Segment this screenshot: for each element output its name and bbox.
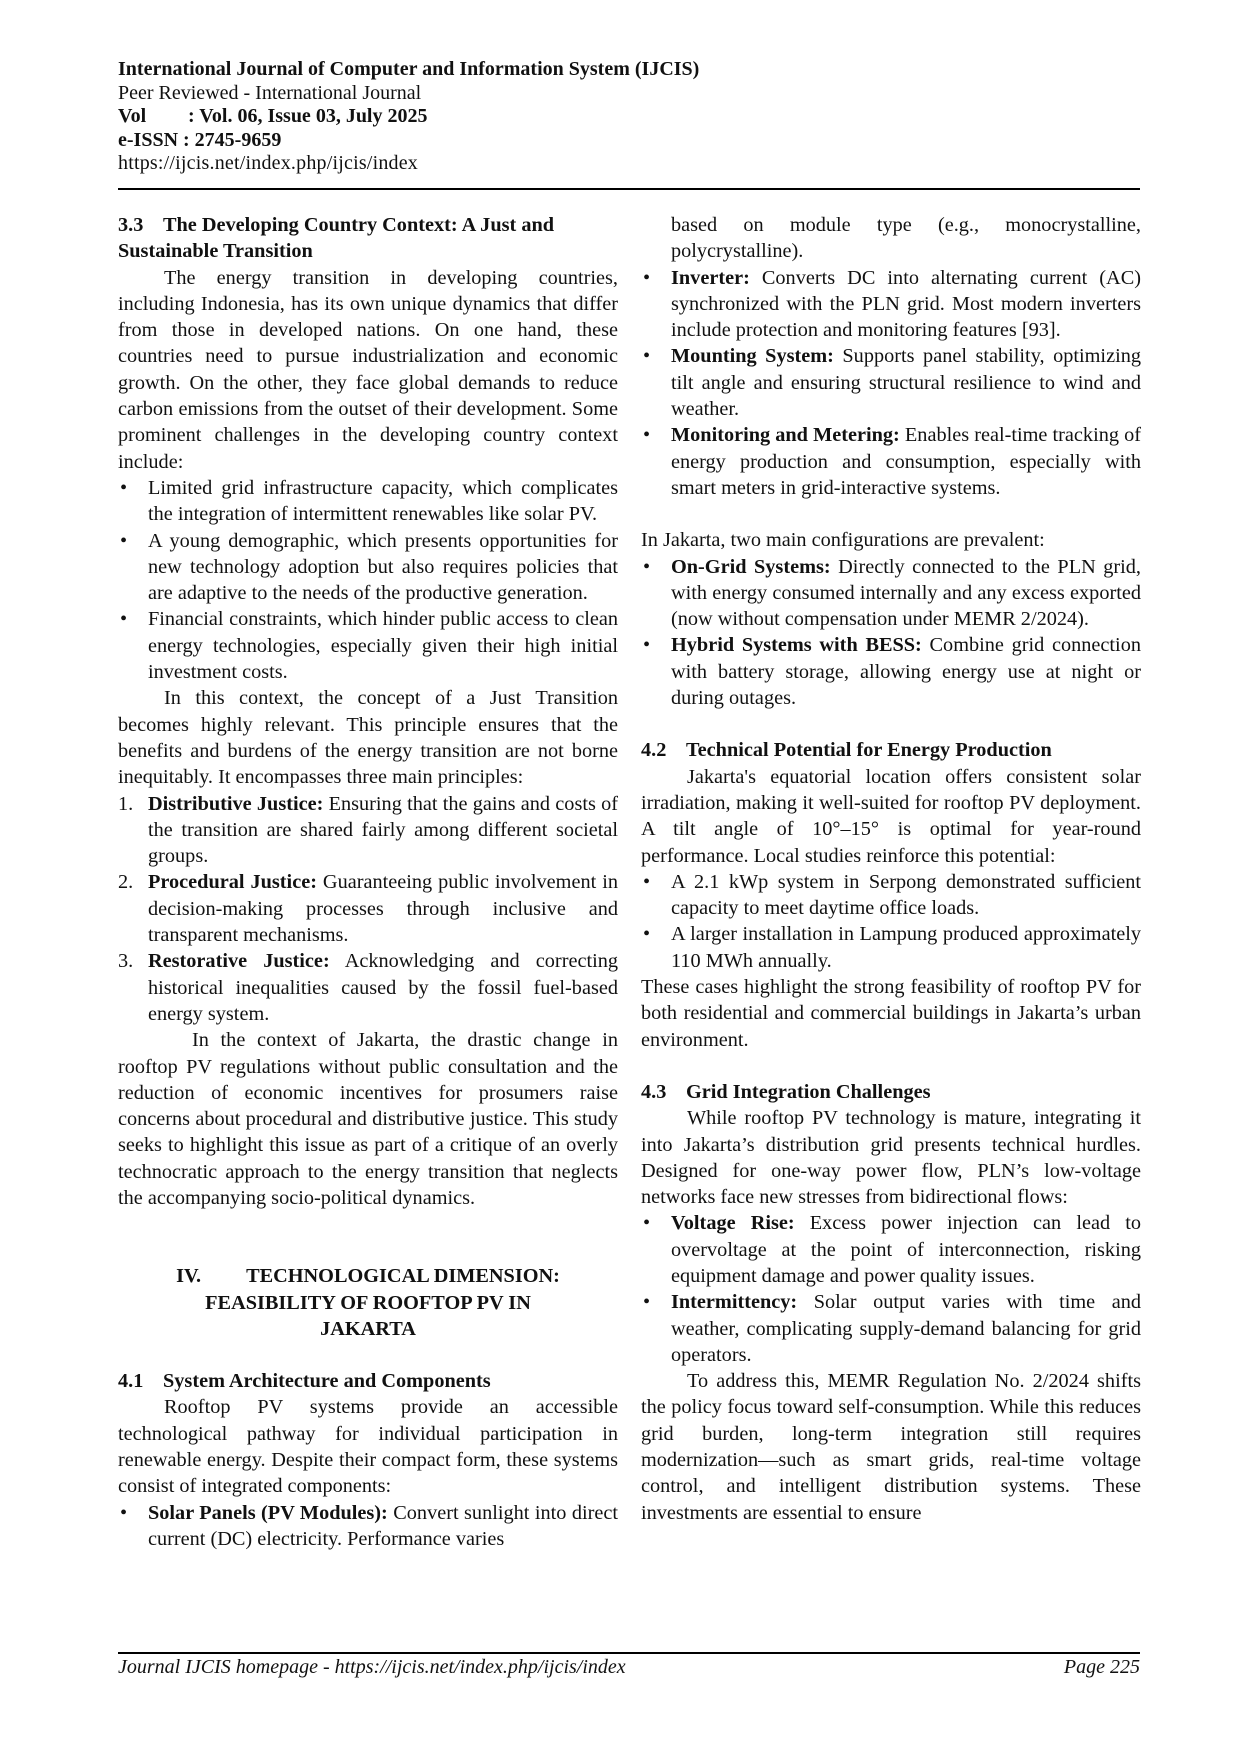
config-text: Combine grid connection with battery storage, allowing energy use at night or during outages. — [671, 634, 1141, 710]
section-4-3-heading — [641, 1079, 1141, 1105]
bullet-icon: • — [643, 345, 651, 368]
list-item — [641, 632, 1141, 711]
list-item — [118, 1500, 618, 1553]
list-item-text: Financial constraints, which hinder public access to clean energy technologies, especially given their high initial investment costs. — [148, 608, 618, 684]
section-4-1-heading — [118, 1368, 618, 1394]
list-item-text: Limited grid infrastructure capacity, which complicates the integration of intermittent renewables like solar PV. — [148, 476, 618, 526]
list-number: 2. — [118, 871, 134, 894]
bullet-icon: • — [643, 266, 651, 289]
challenges-list — [118, 475, 618, 685]
components-list-continued — [641, 212, 1141, 501]
list-item-text: A 2.1 kWp system in Serpong demonstrated sufficient capacity to meet daytime office loads. — [671, 870, 1141, 920]
list-item — [118, 948, 618, 1027]
principle-title: Restorative Justice: — [148, 950, 330, 973]
section-number: 4.1 — [118, 1370, 144, 1393]
section-3-3-heading — [118, 212, 618, 265]
section-title: Technical Potential for Energy Production — [686, 739, 1052, 762]
principle-text: Ensuring that the gains and costs of the transition are shared fairly among different societal groups. — [148, 792, 618, 868]
section-title: Grid Integration Challenges — [686, 1080, 931, 1103]
principles-list — [118, 791, 618, 1028]
bullet-icon: • — [120, 476, 128, 499]
section-title-line: FEASIBILITY OF ROOFTOP PV IN — [205, 1291, 531, 1314]
section-number: IV. — [176, 1265, 202, 1288]
right-column — [641, 212, 1141, 1526]
left-column — [118, 212, 618, 1552]
component-text: Convert sunlight into direct current (DC) electricity. Performance varies — [148, 1501, 619, 1550]
eissn: e-ISSN : 2745-9659 — [118, 128, 282, 151]
bullet-icon: • — [643, 555, 651, 578]
section-title: System Architecture and Components — [163, 1370, 491, 1393]
challenge-title: Voltage Rise: — [671, 1212, 795, 1235]
list-item-text: A young demographic, which presents opportunities for new technology adoption but also requires policies that are adaptive to the needs of the productive generation. — [148, 529, 618, 605]
list-item — [641, 1210, 1141, 1289]
footer-rule — [118, 1652, 1140, 1654]
volume-line — [118, 105, 1118, 129]
section-number: 3.3 — [118, 214, 144, 236]
section-number: 4.3 — [641, 1080, 667, 1103]
component-title: Solar Panels (PV Modules): — [148, 1501, 388, 1524]
principle-title: Procedural Justice: — [148, 871, 317, 894]
studies-list — [641, 869, 1141, 974]
bullet-icon: • — [643, 1212, 651, 1235]
peer-review-label: Peer Reviewed - International Journal — [118, 81, 422, 104]
challenge-text: Solar output varies with time and weather, complicating supply-demand balancing for grid operators. — [671, 1291, 1141, 1366]
list-item — [118, 791, 618, 870]
list-item — [118, 606, 618, 685]
page-footer — [118, 1656, 1140, 1679]
paragraph: To address this, MEMR Regulation No. 2/2024 shifts the policy focus toward self-consumption. While this reduces grid burden, long-term integration still requires modernization—such as smart grids, real-time voltage control, and intelligent distribution systems. These investments are essential to ensure — [641, 1370, 1141, 1524]
bullet-icon: • — [643, 424, 651, 447]
principle-text: Acknowledging and correcting historical inequalities caused by the fossil fuel-based energy system. — [148, 950, 618, 1025]
paragraph: In this context, the concept of a Just Transition becomes highly relevant. This principle ensures that the benefits and burdens of the energy transition are not borne inequitably. It encompasses three main principles: — [118, 687, 618, 789]
bullet-icon: • — [120, 608, 128, 631]
paragraph: Rooftop PV systems provide an accessible technological pathway for individual participation in renewable energy. Despite their compact form, these systems consist of integrated components: — [118, 1396, 618, 1498]
bullet-icon: • — [643, 634, 651, 657]
list-item — [641, 265, 1141, 344]
bullet-icon: • — [120, 1501, 128, 1524]
volume-label: Vol — [118, 105, 147, 127]
list-item — [641, 921, 1141, 974]
component-title: Inverter: — [671, 266, 750, 289]
section-title-line: TECHNOLOGICAL DIMENSION: — [246, 1265, 560, 1288]
paragraph: In Jakarta, two main configurations are prevalent: — [641, 529, 1045, 552]
paragraph: These cases highlight the strong feasibility of rooftop PV for both residential and commercial buildings in Jakarta’s urban environment. — [641, 976, 1141, 1051]
header-rule — [118, 188, 1140, 190]
list-item-text: A larger installation in Lampung produced approximately 110 MWh annually. — [671, 923, 1141, 972]
component-text: Enables real-time tracking of energy production and consumption, especially with smart meters in grid-interactive systems. — [671, 424, 1141, 499]
principle-title: Distributive Justice: — [148, 792, 324, 815]
list-item — [641, 554, 1141, 633]
challenge-title: Intermittency: — [671, 1291, 798, 1314]
journal-url: https://ijcis.net/index.php/ijcis/index — [118, 152, 418, 174]
challenge-text: Excess power injection can lead to overvoltage at the point of interconnection, risking equipment damage and power quality issues. — [671, 1212, 1141, 1287]
page-number: Page 225 — [1063, 1656, 1140, 1678]
list-number: 1. — [118, 792, 134, 815]
footer-homepage: Journal IJCIS homepage - https://ijcis.net/index.php/ijcis/index — [118, 1656, 626, 1678]
paragraph: While rooftop PV technology is mature, integrating it into Jakarta’s distribution grid presents technical hurdles. Designed for one-way power flow, PLN’s low-voltage networks face new stresses from bidirectional flows: — [641, 1107, 1141, 1209]
component-title: Mounting System: — [671, 345, 834, 368]
challenges-list — [641, 1210, 1141, 1368]
component-text: based on module type (e.g., monocrystalline, polycrystalline). — [671, 214, 1141, 263]
section-title: The Developing Country Context: A Just and Sustainable Transition — [118, 214, 555, 263]
list-item — [118, 528, 618, 607]
component-title: Monitoring and Metering: — [671, 424, 900, 447]
paragraph: In the context of Jakarta, the drastic change in rooftop PV regulations without public consultation and the reduction of economic incentives for prosumers raise concerns about procedural and distributive justice. This study seeks to highlight this issue as part of a critique of an overly technocratic approach to the energy transition that neglects the accompanying socio-political dynamics. — [118, 1029, 618, 1209]
section-number: 4.2 — [641, 739, 667, 762]
list-item — [641, 343, 1141, 422]
paragraph: Jakarta's equatorial location offers consistent solar irradiation, making it well-suited for rooftop PV deployment. A tilt angle of 10°–15° is optimal for year-round performance. Local studies reinforce this potential: — [641, 765, 1141, 867]
list-item — [118, 869, 618, 948]
bullet-icon: • — [643, 923, 651, 946]
volume-value: : Vol. 06, Issue 03, July 2025 — [188, 105, 428, 127]
section-4-2-heading — [641, 737, 1141, 763]
configurations-list — [641, 554, 1141, 712]
section-4-heading — [118, 1263, 618, 1342]
config-title: On-Grid Systems: — [671, 555, 831, 578]
config-text: Directly connected to the PLN grid, with energy consumed internally and any excess exported (now without compensation under MEMR 2/2024). — [671, 555, 1142, 631]
list-number: 3. — [118, 950, 134, 973]
list-item — [118, 475, 618, 528]
list-item-continued — [641, 212, 1141, 265]
component-text: Converts DC into alternating current (AC) synchronized with the PLN grid. Most modern inverters include protection and monitoring features [93]. — [671, 266, 1141, 342]
bullet-icon: • — [643, 870, 651, 893]
list-item — [641, 1289, 1141, 1368]
component-text: Supports panel stability, optimizing tilt angle and ensuring structural resilience to wind and weather. — [671, 345, 1141, 421]
journal-title: International Journal of Computer and Information System (IJCIS) — [118, 58, 700, 80]
section-title-line: JAKARTA — [320, 1317, 416, 1340]
paragraph: The energy transition in developing countries, including Indonesia, has its own unique dynamics that differ from those in developed nations. On one hand, these countries need to pursue industrialization and economic growth. On the other, they face global demands to reduce carbon emissions from the outset of their development. Some prominent challenges in the developing country context include: — [118, 266, 618, 473]
bullet-icon: • — [643, 1291, 651, 1314]
components-list — [118, 1500, 618, 1553]
list-item — [641, 869, 1141, 922]
bullet-icon: • — [120, 529, 128, 552]
principle-text: Guaranteeing public involvement in decision-making processes through inclusive and transparent mechanisms. — [148, 871, 618, 947]
list-item — [641, 422, 1141, 501]
config-title: Hybrid Systems with BESS: — [671, 634, 922, 657]
journal-header — [118, 58, 1118, 176]
